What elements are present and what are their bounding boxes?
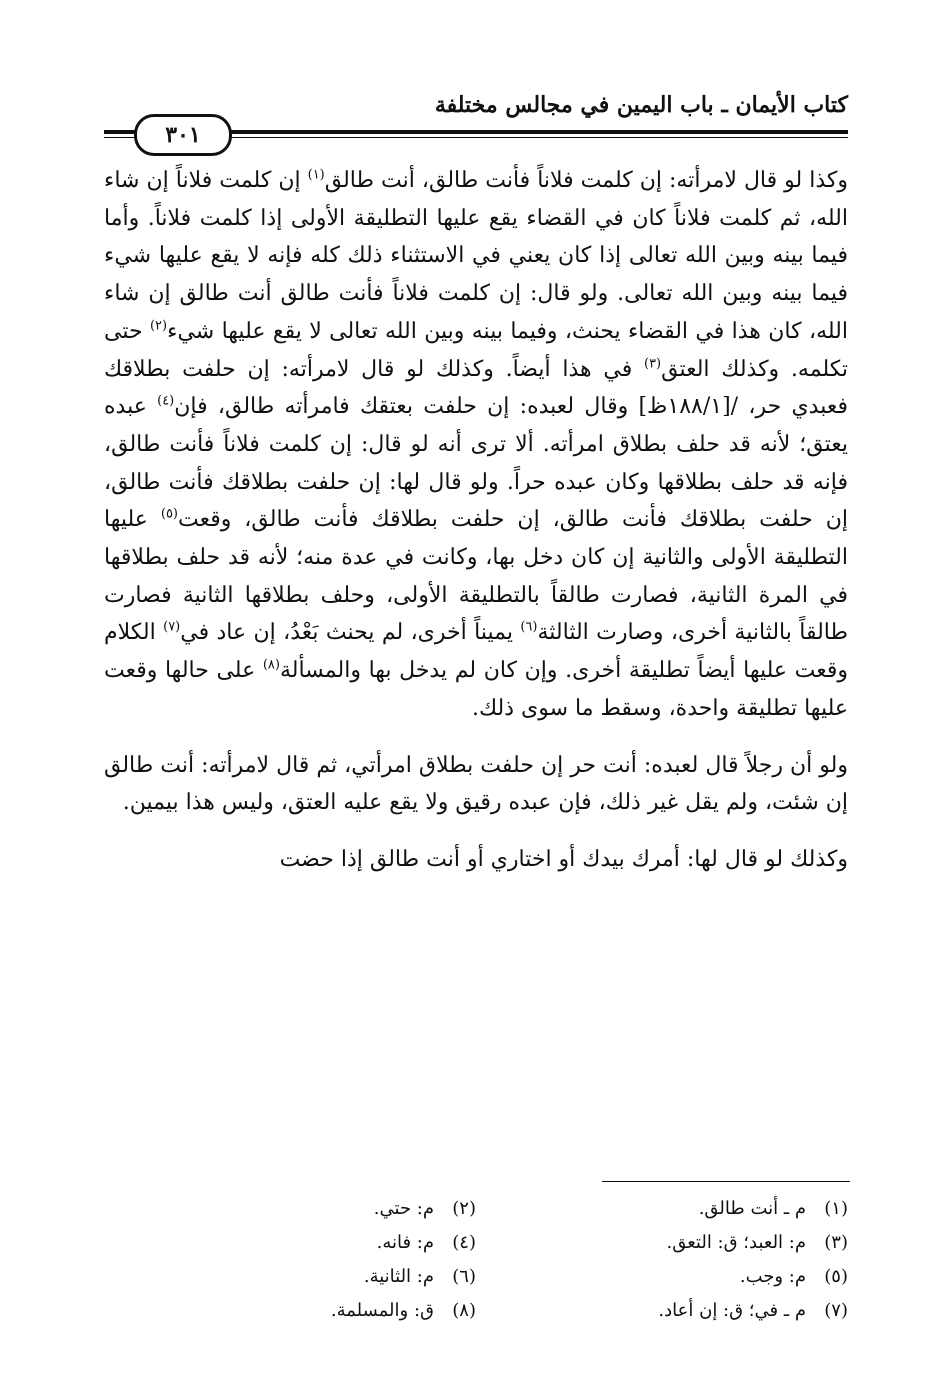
footnote [476, 1196, 848, 1222]
footnote [476, 1264, 848, 1290]
footnote [104, 1230, 476, 1256]
text-run: وكذا لو قال لامرأته: إن كلمت فلاناً فأنت طالق، أنت طالق [324, 168, 848, 193]
text-run: وكذلك لو قال لها: أمرك بيدك أو اختاري أو أنت طالق إذا حضت [279, 846, 848, 872]
footnote [104, 1298, 476, 1324]
footnote-number: (٥) [824, 1266, 848, 1287]
footnote [476, 1230, 848, 1256]
footnote-marker: (٢) [149, 318, 168, 334]
footnote-marker: (٦) [520, 620, 538, 636]
footnote-text: ق: والمسلمة. [330, 1300, 434, 1321]
text-run: عبده يعتق؛ لأنه قد حلف بطلاق امرأته. ألا ترى أنه لو قال: إن كلمت فلاناً فأنت طالق، فإنه قد حلف بطلاقها وكان عبده حراً. ولو قال لها: إن حلفت بطلاقك فأنت طالق، إن حلفت بطلاقك فأنت طالق، إن حلفت بطلاقك فأنت طالق، وقعت [104, 394, 848, 533]
footnote-number: (٨) [452, 1300, 476, 1321]
running-header [104, 92, 848, 152]
footnote-number: (٤) [452, 1232, 476, 1253]
footnote-number: (٧) [824, 1300, 848, 1321]
footnote-text: م: حتي. [373, 1198, 434, 1219]
footnote-text: م ـ في؛ ق: إن أعاد. [658, 1300, 806, 1321]
footnote-marker: (١) [307, 167, 325, 183]
footnote-marker: (٤) [157, 393, 175, 409]
paragraph [104, 747, 848, 822]
text-run: في هذا أيضاً. وكذلك لو قال لامرأته: إن حلفت بطلاقك فعبدي حر، /[١٨٨/١ظ] وقال لعبده: إن حلفت بعتقك فامرأته طالق، فإن [104, 356, 848, 420]
text-run: يميناً أخرى، لم يحنث بَعْدُ، إن عاد في [180, 620, 521, 646]
header-title: كتاب الأيمان ـ باب اليمين في مجالس مختلفة [434, 92, 848, 118]
footnote-number: (١) [824, 1198, 848, 1219]
text-run: إن كلمت فلاناً إن شاء الله، ثم كلمت فلاناً كان في القضاء يقع عليها التطليقة الأولى إذا كلمت فلاناً. وأما فيما بينه وبين الله تعالى إذا كان يعني في الاستثناء ذلك كله فإنه لا يقع عليها شيء فيما بينه وبين الله تعالى. ولو قال: إن كلمت فلاناً فأنت طالق أنت طالق إن شاء الله، كان هذا في القضاء يحنث، وفيما بينه وبين الله تعالى لا يقع عليها شيء [104, 168, 848, 344]
footnote-marker: (٥) [160, 507, 178, 522]
footnote-text: م: وجب. [739, 1266, 806, 1287]
footnotes [104, 1196, 848, 1324]
text-run: ولو أن رجلاً قال لعبده: أنت حر إن حلفت بطلاق امرأتي، ثم قال لامرأته: أنت طالق إن شئت، ولم يقل غير ذلك، فإن عبده رقيق ولا يقع عليه العتق، وليس هذا بيمين. [104, 752, 848, 816]
main-text [104, 162, 848, 879]
footnote-separator [602, 1181, 850, 1182]
page-number: ٣٠١ [134, 114, 232, 156]
footnote-text: م: العبد؛ ق: التعق. [666, 1232, 806, 1253]
footnote-text: م ـ أنت طالق. [698, 1198, 806, 1219]
text-run: حتى تكلمه. وكذلك العتق [104, 318, 848, 382]
footnote-marker: (٧) [163, 620, 181, 636]
footnote-number: (٦) [452, 1266, 476, 1287]
footnote [104, 1196, 476, 1222]
footnote [104, 1264, 476, 1290]
footnote [476, 1298, 848, 1324]
footnote-number: (٣) [824, 1232, 848, 1253]
text-run: عليها التطليقة الأولى والثانية إن كان دخل بها، وكانت في عدة منه؛ لأنه قد حلف بطلاقها في المرة الثانية، فصارت طالقاً بالتطليقة الأولى، وحلف بطلاقها الثانية فصارت طالقاً بالثانية أخرى، وصارت الثالثة [104, 507, 848, 646]
text-run: الكلام وقعت عليها أيضاً تطليقة أخرى. وإن كان لم يدخل بها والمسألة [104, 620, 848, 684]
footnote-marker: (٨) [262, 657, 280, 673]
footnote-text: م: الثانية. [363, 1266, 434, 1287]
footnote-number: (٢) [452, 1198, 476, 1219]
footnote-marker: (٣) [643, 356, 662, 372]
footnote-text: م: فانه. [376, 1232, 434, 1253]
paragraph [104, 162, 848, 728]
paragraph [104, 841, 848, 879]
text-run: على حالها وقعت عليها تطليقة واحدة، وسقط ما سوى ذلك. [104, 658, 848, 721]
